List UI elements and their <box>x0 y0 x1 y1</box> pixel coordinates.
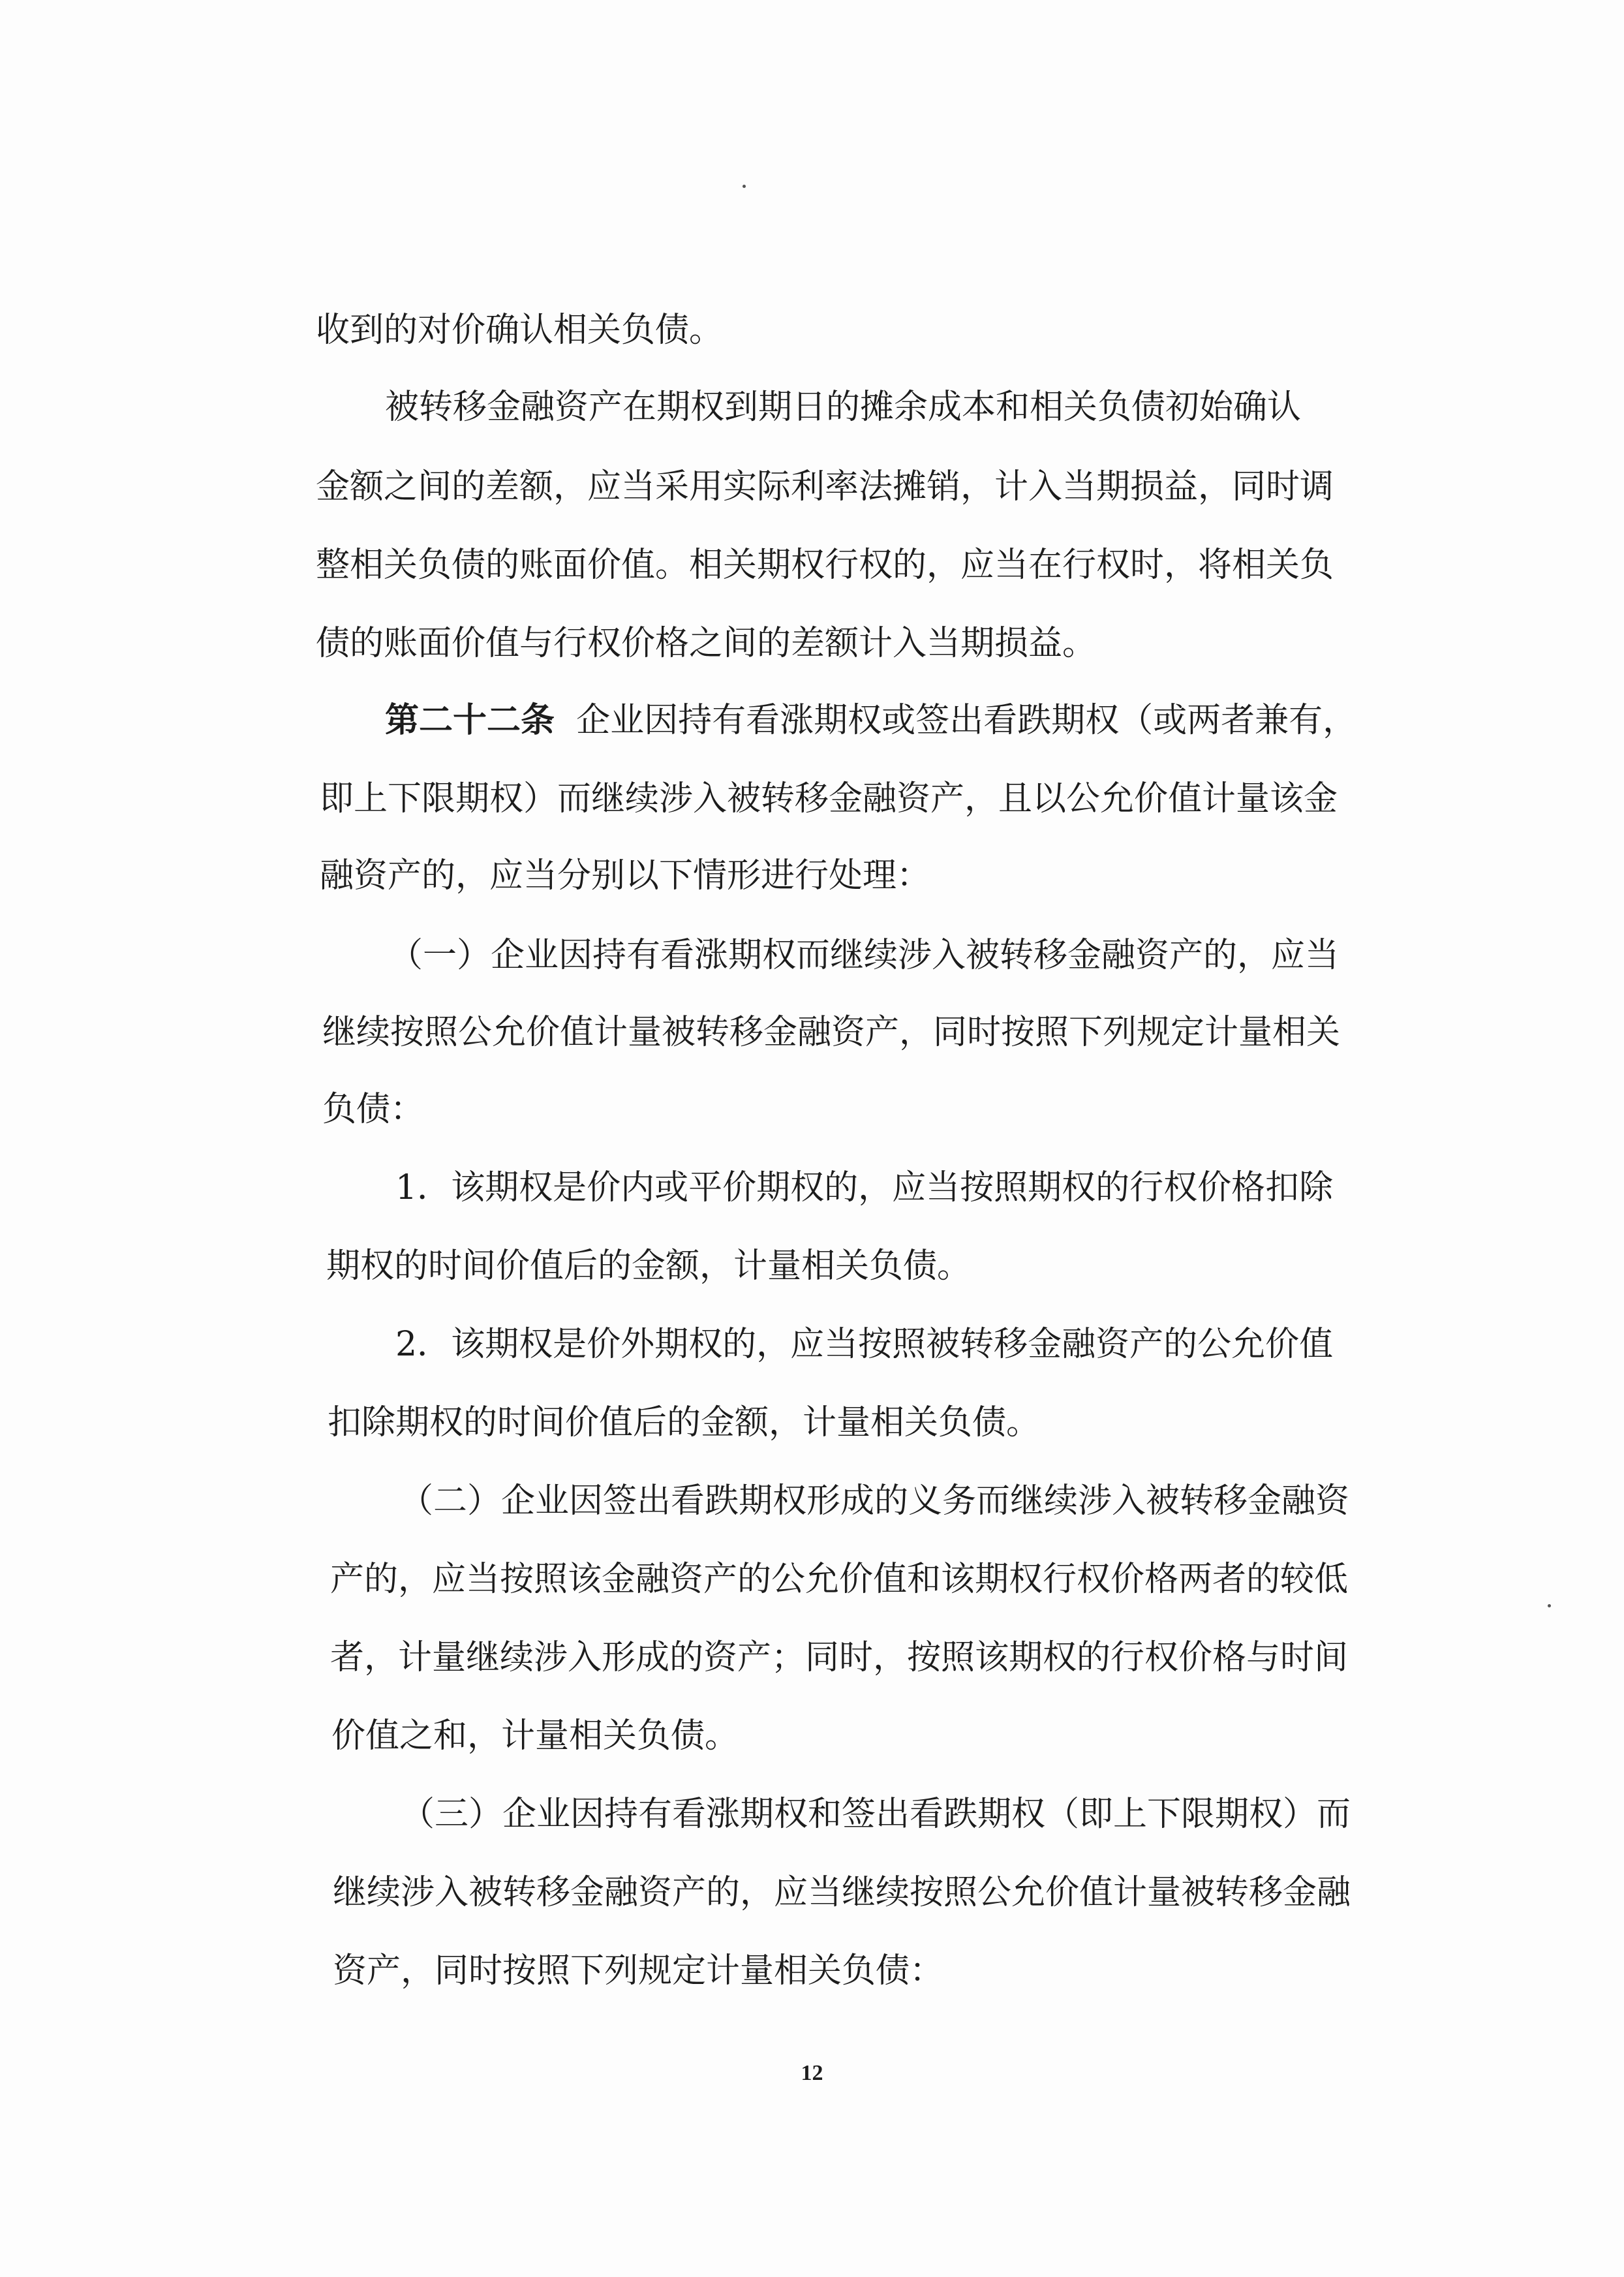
page-number: 12 <box>801 2061 823 2085</box>
text-line: 价值之和，计量相关负债。 <box>331 1716 739 1756</box>
text-line: 继续按照公允价值计量被转移金融资产，同时按照下列规定计量相关 <box>322 1013 1341 1052</box>
text-line: （二）企业因签出看跌期权形成的义务而继续涉入被转移金融资 <box>399 1481 1350 1521</box>
text-line: （一）企业因持有看涨期权而继续涉入被转移金融资产的，应当 <box>389 936 1340 975</box>
text-line: 期权的时间价值后的金额，计量相关负债。 <box>326 1247 972 1286</box>
text-line: 收到的对价确认相关负债。 <box>316 311 724 350</box>
text-line: 资产，同时按照下列规定计量相关负债： <box>333 1951 944 1990</box>
text-line: 1．该期权是价内或平价期权的，应当按照期权的行权价格扣除 <box>395 1168 1334 1207</box>
text-line: 整相关负债的账面价值。相关期权行权的，应当在行权时，将相关负 <box>316 546 1334 585</box>
scan-speck <box>1548 1604 1551 1607</box>
text-line: 者，计量继续涉入形成的资产；同时，按照该期权的行权价格与时间 <box>330 1638 1349 1677</box>
text-line: （三）企业因持有看涨期权和签出看跌期权（即上下限期权）而 <box>401 1795 1351 1834</box>
text-line: 金额之间的差额，应当采用实际利率法摊销，计入当期损益，同时调 <box>316 467 1334 506</box>
text-line: 即上下限期权）而继续涉入被转移金融资产，且以公允价值计量该金 <box>320 779 1338 818</box>
article-paragraph-start <box>385 701 1356 740</box>
text-line: 被转移金融资产在期权到期日的摊余成本和相关负债初始确认 <box>385 388 1302 427</box>
text-line: 融资产的，应当分别以下情形进行处理： <box>320 856 931 895</box>
text-line: 企业因持有看涨期权或签出看跌期权（或两者兼有， <box>576 701 1357 740</box>
text-line: 产的，应当按照该金融资产的公允价值和该期权行权价格两者的较低 <box>330 1560 1349 1599</box>
article-heading: 第二十二条 <box>385 700 555 740</box>
text-line: 继续涉入被转移金融资产的，应当继续按照公允价值计量被转移金融 <box>333 1873 1351 1912</box>
text-line: 2．该期权是价外期权的，应当按照被转移金融资产的公允价值 <box>395 1325 1334 1364</box>
text-line: 债的账面价值与行权价格之间的差额计入当期损益。 <box>316 624 1097 663</box>
scan-speck <box>743 185 746 188</box>
text-line: 负债： <box>322 1090 425 1129</box>
text-line: 扣除期权的时间价值后的金额，计量相关负债。 <box>328 1403 1041 1442</box>
